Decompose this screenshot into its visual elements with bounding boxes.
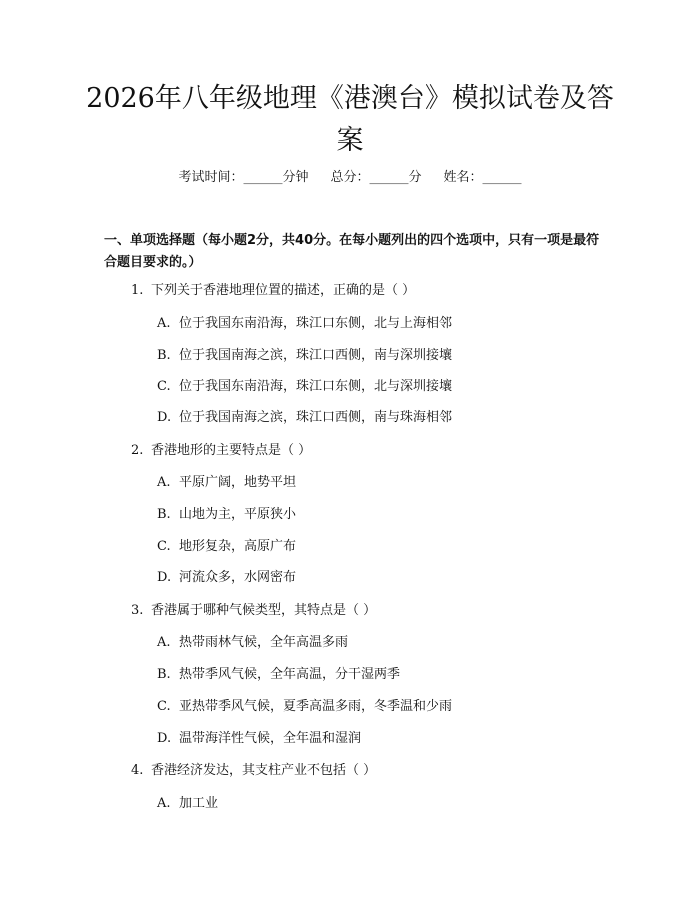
option-1a bbox=[157, 314, 452, 334]
question-4 bbox=[131, 761, 376, 781]
option-letter: C. bbox=[157, 539, 171, 554]
option-text: 地形复杂，高原广布 bbox=[179, 539, 297, 554]
option-text: 加工业 bbox=[179, 796, 219, 811]
option-letter: D. bbox=[157, 570, 172, 585]
question-number: 2. bbox=[131, 443, 144, 458]
option-text: 温带海洋性气候，全年温和湿润 bbox=[179, 731, 362, 746]
question-text: 下列关于香港地理位置的描述，正确的是（ ） bbox=[151, 283, 416, 298]
exam-time-field: 考试时间：______分钟 bbox=[178, 170, 309, 185]
question-number: 4. bbox=[131, 763, 144, 778]
section-heading: 一、单项选择题（每小题2分，共40分。在每小题列出的四个选项中，只有一项是最符合题目要求的。） bbox=[104, 233, 600, 270]
option-letter: C. bbox=[157, 379, 171, 394]
question-3 bbox=[131, 601, 376, 621]
option-2c bbox=[157, 537, 296, 557]
option-text: 位于我国南海之滨，珠江口西侧，南与珠海相邻 bbox=[179, 410, 453, 425]
option-3b bbox=[157, 665, 400, 685]
question-text: 香港经济发达，其支柱产业不包括（ ） bbox=[151, 763, 377, 778]
exam-meta bbox=[0, 168, 700, 188]
option-text: 山地为主，平原狭小 bbox=[179, 507, 297, 522]
option-text: 位于我国东南沿海，珠江口东侧，北与上海相邻 bbox=[179, 316, 453, 331]
option-letter: A. bbox=[157, 316, 171, 331]
option-1c bbox=[157, 377, 452, 397]
question-number: 3. bbox=[131, 603, 144, 618]
option-text: 位于我国东南沿海，珠江口东侧，北与深圳接壤 bbox=[179, 379, 453, 394]
option-letter: B. bbox=[157, 507, 171, 522]
option-letter: A. bbox=[157, 635, 171, 650]
question-text: 香港属于哪种气候类型，其特点是（ ） bbox=[151, 603, 377, 618]
option-text: 位于我国南海之滨，珠江口西侧，南与深圳接壤 bbox=[179, 348, 453, 363]
option-3d bbox=[157, 729, 361, 749]
option-letter: A. bbox=[157, 796, 171, 811]
option-letter: A. bbox=[157, 475, 171, 490]
option-3a bbox=[157, 633, 348, 653]
option-3c bbox=[157, 697, 452, 717]
total-score-field: 总分：______分 bbox=[330, 170, 422, 185]
option-letter: D. bbox=[157, 410, 172, 425]
option-1d bbox=[157, 408, 452, 428]
page-title: 2026年八年级地理《港澳台》模拟试卷及答案 bbox=[86, 83, 614, 156]
option-text: 热带季风气候，全年高温，分干湿两季 bbox=[179, 667, 401, 682]
option-4a bbox=[157, 794, 218, 814]
option-2a bbox=[157, 473, 296, 493]
question-1 bbox=[131, 281, 415, 301]
option-2b bbox=[157, 505, 296, 525]
option-letter: C. bbox=[157, 699, 171, 714]
question-2 bbox=[131, 441, 311, 461]
option-text: 亚热带季风气候，夏季高温多雨，冬季温和少雨 bbox=[179, 699, 453, 714]
option-text: 河流众多，水网密布 bbox=[179, 570, 297, 585]
option-text: 平原广阔，地势平坦 bbox=[179, 475, 297, 490]
option-1b bbox=[157, 346, 452, 366]
option-letter: D. bbox=[157, 731, 172, 746]
student-name-field: 姓名：______ bbox=[443, 170, 522, 185]
option-letter: B. bbox=[157, 667, 171, 682]
question-text: 香港地形的主要特点是（ ） bbox=[151, 443, 312, 458]
option-text: 热带雨林气候，全年高温多雨 bbox=[179, 635, 349, 650]
option-letter: B. bbox=[157, 348, 171, 363]
question-number: 1. bbox=[131, 283, 144, 298]
option-2d bbox=[157, 568, 296, 588]
